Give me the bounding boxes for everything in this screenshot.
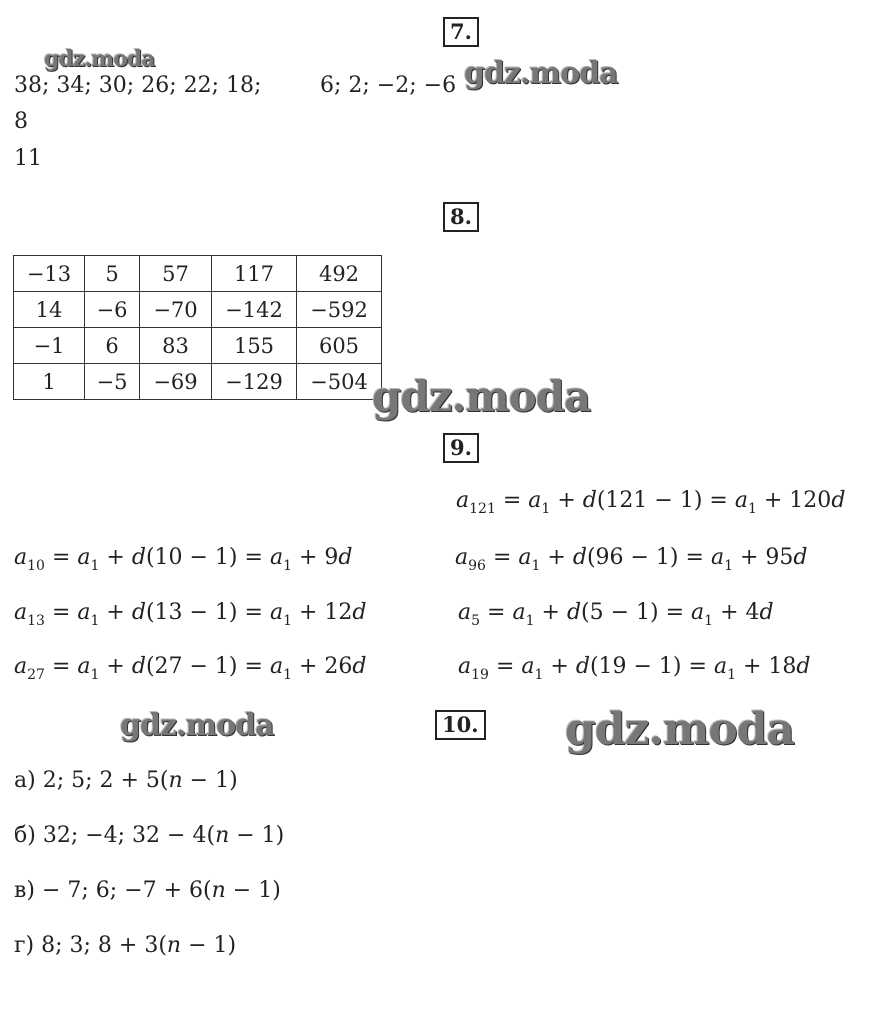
table-cell: −592 xyxy=(297,292,382,328)
table-row xyxy=(14,364,382,400)
formula-a5 xyxy=(458,599,774,627)
task-number-10: 10. xyxy=(435,710,486,740)
table-cell: 1 xyxy=(14,364,85,400)
table-cell: −1 xyxy=(14,328,85,364)
table-cell: −5 xyxy=(85,364,140,400)
formula-a96 xyxy=(455,544,808,572)
table-cell: −69 xyxy=(140,364,212,400)
formula-a27 xyxy=(14,653,367,681)
formula-text: $a_{13} = a_1 + d(13 - 1) = a_1 + 12d$ xyxy=(14,600,367,629)
watermark-logo: gdz.moda xyxy=(120,708,274,743)
formula-a121 xyxy=(456,487,845,515)
formula-text: $a_{121} = a_1 + d(121 - 1) = a_1 + 120d$ xyxy=(456,488,846,517)
table-cell: 492 xyxy=(297,256,382,292)
task-number-8: 8. xyxy=(443,202,479,232)
table-cell: 6 xyxy=(85,328,140,364)
answer-text: б) 32; −4; 32 − 4(n − 1) xyxy=(14,823,285,848)
answer-text: в) − 7; 6; −7 + 6(n − 1) xyxy=(14,878,281,903)
table-cell: −142 xyxy=(212,292,297,328)
formula-text: $a_{19} = a_1 + d(19 - 1) = a_1 + 18d$ xyxy=(458,654,811,683)
answer-text: г) 8; 3; 8 + 3(n − 1) xyxy=(14,933,237,958)
formula-text: $a_5 = a_1 + d(5 - 1) = a_1 + 4d$ xyxy=(458,600,774,629)
table-row xyxy=(14,256,382,292)
task7-answer-2: 8 xyxy=(14,109,28,134)
formula-a13 xyxy=(14,599,367,627)
task7-sequence-2: 6; 2; −2; −6 xyxy=(320,73,457,98)
table-row xyxy=(14,328,382,364)
task10-answer-a xyxy=(14,767,238,795)
task8-table xyxy=(13,255,382,400)
watermark-logo: gdz.moda xyxy=(565,704,795,755)
table-cell: −504 xyxy=(297,364,382,400)
table-cell: −129 xyxy=(212,364,297,400)
table-row xyxy=(14,292,382,328)
task7-answer-3: 11 xyxy=(14,146,42,171)
formula-text: $a_{96} = a_1 + d(96 - 1) = a_1 + 95d$ xyxy=(455,545,808,574)
table-cell: 14 xyxy=(14,292,85,328)
task-number-7: 7. xyxy=(443,17,479,47)
table-cell: 117 xyxy=(212,256,297,292)
table-cell: 155 xyxy=(212,328,297,364)
watermark-logo: gdz.moda xyxy=(372,372,591,421)
table-cell: −6 xyxy=(85,292,140,328)
watermark-logo: gdz.moda xyxy=(464,56,618,91)
task10-answer-v xyxy=(14,877,281,905)
task10-answer-g xyxy=(14,932,236,960)
table-cell: −70 xyxy=(140,292,212,328)
table-cell: 83 xyxy=(140,328,212,364)
formula-a10 xyxy=(14,544,353,572)
table-cell: 5 xyxy=(85,256,140,292)
task10-answer-b xyxy=(14,822,284,850)
task-number-9: 9. xyxy=(443,433,479,463)
answer-text: а) 2; 5; 2 + 5(n − 1) xyxy=(14,768,238,793)
watermark-logo: gdz.moda xyxy=(44,46,155,72)
formula-a19 xyxy=(458,653,811,681)
table-cell: 605 xyxy=(297,328,382,364)
formula-text: $a_{10} = a_1 + d(10 - 1) = a_1 + 9d$ xyxy=(14,545,353,574)
table-cell: −13 xyxy=(14,256,85,292)
formula-text: $a_{27} = a_1 + d(27 - 1) = a_1 + 26d$ xyxy=(14,654,367,683)
task7-sequence-1: 38; 34; 30; 26; 22; 18; xyxy=(14,73,262,98)
table-cell: 57 xyxy=(140,256,212,292)
